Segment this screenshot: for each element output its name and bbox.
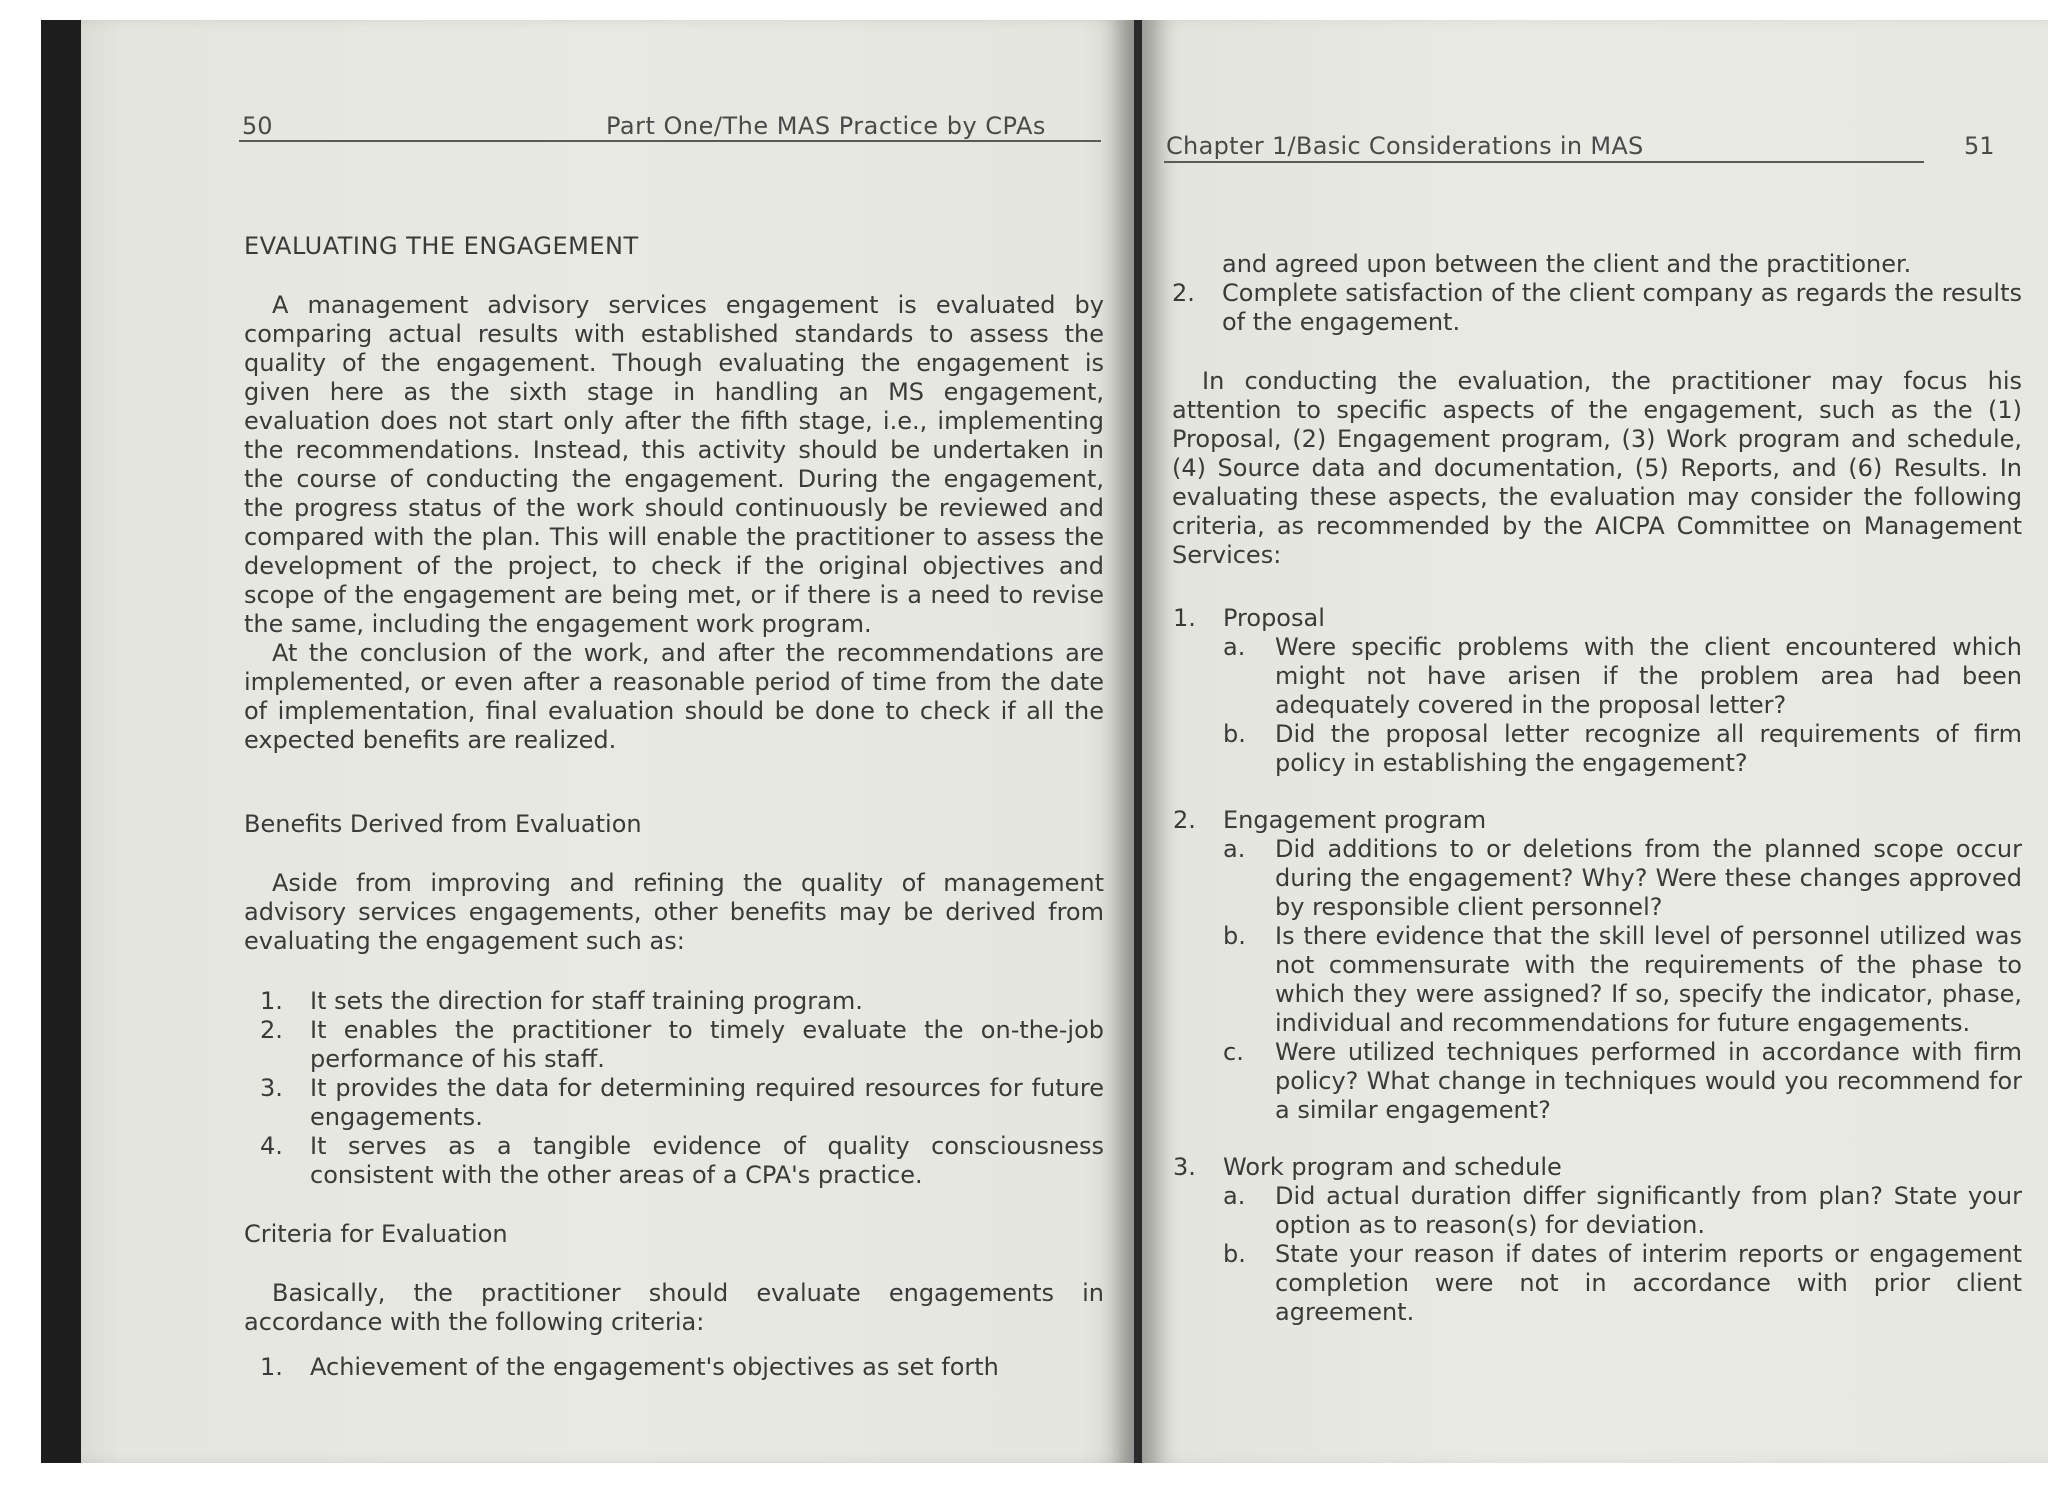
list-item: b. State your reason if dates of interim reports or engagement completion were not in accordance with prior client agreement. — [1223, 1240, 2022, 1326]
book-spread — [41, 20, 2048, 1463]
criteria-heading: Criteria for Evaluation — [244, 1220, 508, 1248]
criteria-continuation: and agreed upon between the client and the practitioner. — [1222, 250, 1912, 278]
right-running-head: Chapter 1/Basic Considerations in MAS — [1166, 132, 1644, 160]
criteria-list-right — [1172, 279, 2022, 337]
list-item: c. Were utilized techniques performed in accordance with firm policy? What change in techniques would you recommend for a similar engagement? — [1223, 1038, 2022, 1124]
criteria-list-left — [260, 1353, 1104, 1382]
para-2: At the conclusion of the work, and after the recommendations are implemented, or even after a reasonable period of time from the date of implementation, final evaluation should be done to check if all the expected benefits are realized. — [244, 639, 1104, 754]
sublist — [1223, 633, 2022, 778]
benefits-intro: Aside from improving and refining the quality of management advisory services engagements, other benefits may be derived from evaluating the engagement such as: — [244, 869, 1104, 955]
aspect-work-program: 3. Work program and schedule a. Did actual duration differ significantly from plan? State your option as to reason(s) for deviation. b. State your reason if dates of interim reports or engagement completion were not in accordance with prior client agreement. — [1173, 1153, 2022, 1326]
sublist — [1223, 835, 2022, 1125]
list-item: a. Did actual duration differ significantly from plan? State your option as to reason(s) for deviation. — [1223, 1182, 2022, 1239]
left-running-head: Part One/The MAS Practice by CPAs — [606, 112, 1046, 140]
focus-paragraph: In conducting the evaluation, the practitioner may focus his attention to specific aspects of the engagement, such as the (1) Proposal, (2) Engagement program, (3) Work program and schedule, (4) Source data and documentation, (5) Reports, and (6) Results. In evaluating these aspects, the evaluation may consider the following criteria, as recommended by the AICPA Committee on Management Services: — [1172, 367, 2022, 569]
list-item: b. Did the proposal letter recognize all requirements of firm policy in establishing the engagement? — [1223, 720, 2022, 777]
section-title: EVALUATING THE ENGAGEMENT — [244, 232, 639, 260]
evaluation-text — [244, 291, 1104, 755]
left-page — [81, 20, 1134, 1463]
benefits-heading: Benefits Derived from Evaluation — [244, 810, 642, 838]
benefits-list — [260, 987, 1104, 1190]
book-gutter — [1134, 20, 1142, 1463]
right-header-rule — [1164, 161, 1924, 163]
list-item: 2. Complete satisfaction of the client company as regards the results of the engagement. — [1172, 279, 2022, 336]
list-item: 4. It serves as a tangible evidence of quality consciousness consistent with the other areas of a CPA's practice. — [260, 1132, 1104, 1189]
list-item: 2. It enables the practitioner to timely evaluate the on-the-job performance of his staff. — [260, 1016, 1104, 1073]
list-item: 3. It provides the data for determining required resources for future engagements. — [260, 1074, 1104, 1131]
list-item: a. Were specific problems with the client encountered which might not have arisen if the problem area had been adequately covered in the proposal letter? — [1223, 633, 2022, 719]
spacer — [1223, 778, 2022, 806]
aspect-proposal: 1. Proposal a. Were specific problems with the client encountered which might not have arisen if the problem area had been adequately covered in the proposal letter? b. Did the proposal letter recognize all requirements of firm policy in establishing the engagement? — [1173, 604, 2022, 777]
right-page-number: 51 — [1964, 132, 1995, 160]
spacer — [1223, 1125, 2022, 1153]
list-item: 1. Achievement of the engagement's objectives as set forth — [260, 1353, 999, 1381]
list-item: a. Did additions to or deletions from the planned scope occur during the engagement? Why? Were these changes approved by responsible client personnel? — [1223, 835, 2022, 921]
para-1: A management advisory services engagement is evaluated by comparing actual results with established standards to assess the quality of the engagement. Though evaluating the engagement is given here as the sixth stage in handling an MS engagement, evaluation does not start only after the fifth stage, i.e., implementing the recommendations. Instead, this activity should be undertaken in the course of conducting the engagement. During the engagement, the progress status of the work should continuously be reviewed and compared with the plan. This will enable the practitioner to assess the development of the project, to check if the original objectives and scope of the engagement are being met, or if there is a need to revise the same, including the engagement work program. — [244, 291, 1104, 638]
sublist — [1223, 1182, 2022, 1327]
left-header-rule — [239, 140, 1101, 142]
aspects-list — [1173, 604, 2022, 1327]
aspect-engagement-program: 2. Engagement program a. Did additions to or deletions from the planned scope occur during the engagement? Why? Were these changes approved by responsible client personnel? b. Is there evidence that the skill level of personnel utilized was not commensurate with the requirements of the phase to which they were assigned? If so, specify the indicator, phase, individual and recommendations for future engagements. c. Were utilized techniques performed in accordance with firm policy? What change in techniques would you recommend for a similar engagement? — [1173, 806, 2022, 1124]
right-page — [1142, 20, 2048, 1463]
criteria-intro: Basically, the practitioner should evaluate engagements in accordance with the following criteria: — [244, 1279, 1104, 1336]
list-item: 1. It sets the direction for staff training program. — [260, 987, 863, 1015]
list-item: b. Is there evidence that the skill level of personnel utilized was not commensurate with the requirements of the phase to which they were assigned? If so, specify the indicator, phase, individual and recommendations for future engagements. — [1223, 922, 2022, 1037]
left-page-number: 50 — [242, 112, 273, 140]
